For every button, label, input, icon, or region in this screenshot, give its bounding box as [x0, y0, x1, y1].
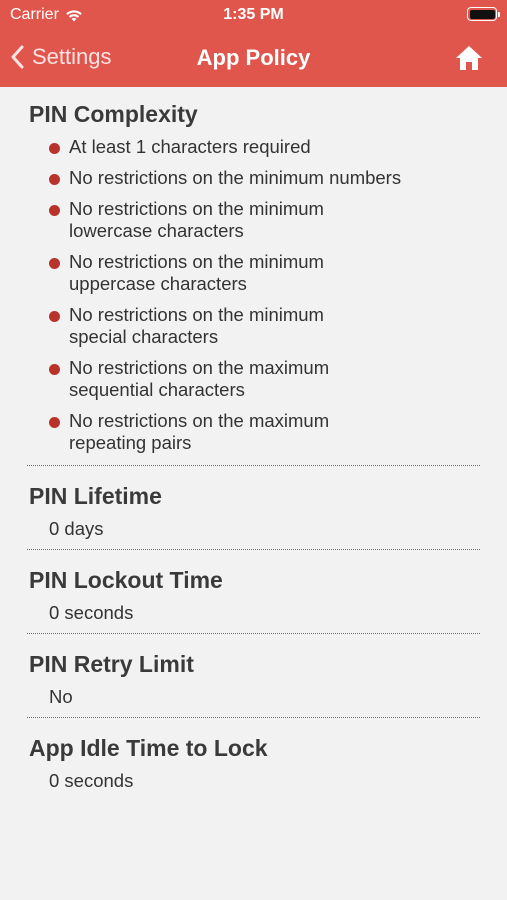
list-item — [48, 304, 507, 348]
bullet-icon — [49, 143, 60, 154]
status-bar — [0, 0, 507, 30]
home-icon[interactable] — [455, 44, 483, 72]
rule-text: No restrictions on the minimum lowercase characters — [69, 198, 324, 241]
bullet-icon — [49, 417, 60, 428]
section-divider — [27, 717, 480, 718]
navigation-bar — [0, 30, 507, 87]
section-title: PIN Lockout Time — [29, 567, 223, 593]
bullet-icon — [49, 174, 60, 185]
complexity-rules-list — [48, 136, 507, 454]
pin-lifetime-value: 0 days — [49, 518, 104, 539]
back-button[interactable] — [10, 44, 112, 70]
list-item — [48, 198, 507, 242]
pin-lockout-time-value: 0 seconds — [49, 602, 134, 623]
bullet-icon — [49, 258, 60, 269]
app-idle-time-value: 0 seconds — [49, 770, 134, 791]
section-pin-complexity — [0, 101, 507, 463]
carrier-label: Carrier — [10, 6, 59, 23]
section-divider — [27, 633, 480, 634]
bullet-icon — [49, 364, 60, 375]
list-item — [48, 357, 507, 401]
section-pin-retry-limit — [0, 651, 507, 708]
rule-text: No restrictions on the maximum sequential characters — [69, 357, 330, 400]
section-pin-lifetime — [0, 483, 507, 540]
status-time: 1:35 PM — [223, 6, 284, 23]
section-title: PIN Retry Limit — [29, 651, 194, 677]
pin-retry-limit-value: No — [49, 686, 73, 707]
list-item — [48, 410, 507, 454]
chevron-left-icon — [10, 45, 24, 69]
back-button-label: Settings — [32, 44, 112, 69]
list-item — [48, 136, 507, 158]
rule-text: At least 1 characters required — [69, 136, 311, 157]
section-app-idle-time — [0, 735, 507, 792]
section-pin-lockout-time — [0, 567, 507, 624]
rule-text: No restrictions on the minimum uppercase characters — [69, 251, 324, 294]
list-item — [48, 251, 507, 295]
rule-text: No restrictions on the maximum repeating pairs — [69, 410, 330, 453]
rule-text: No restrictions on the minimum special characters — [69, 304, 324, 347]
battery-icon — [467, 7, 497, 21]
section-title: PIN Complexity — [29, 101, 198, 127]
bullet-icon — [49, 311, 60, 322]
section-title: PIN Lifetime — [29, 483, 162, 509]
section-title: App Idle Time to Lock — [29, 735, 268, 761]
section-divider — [27, 465, 480, 466]
section-divider — [27, 549, 480, 550]
page-title: App Policy — [196, 45, 311, 70]
bullet-icon — [49, 205, 60, 216]
rule-text: No restrictions on the minimum numbers — [69, 167, 402, 188]
list-item — [48, 167, 507, 189]
